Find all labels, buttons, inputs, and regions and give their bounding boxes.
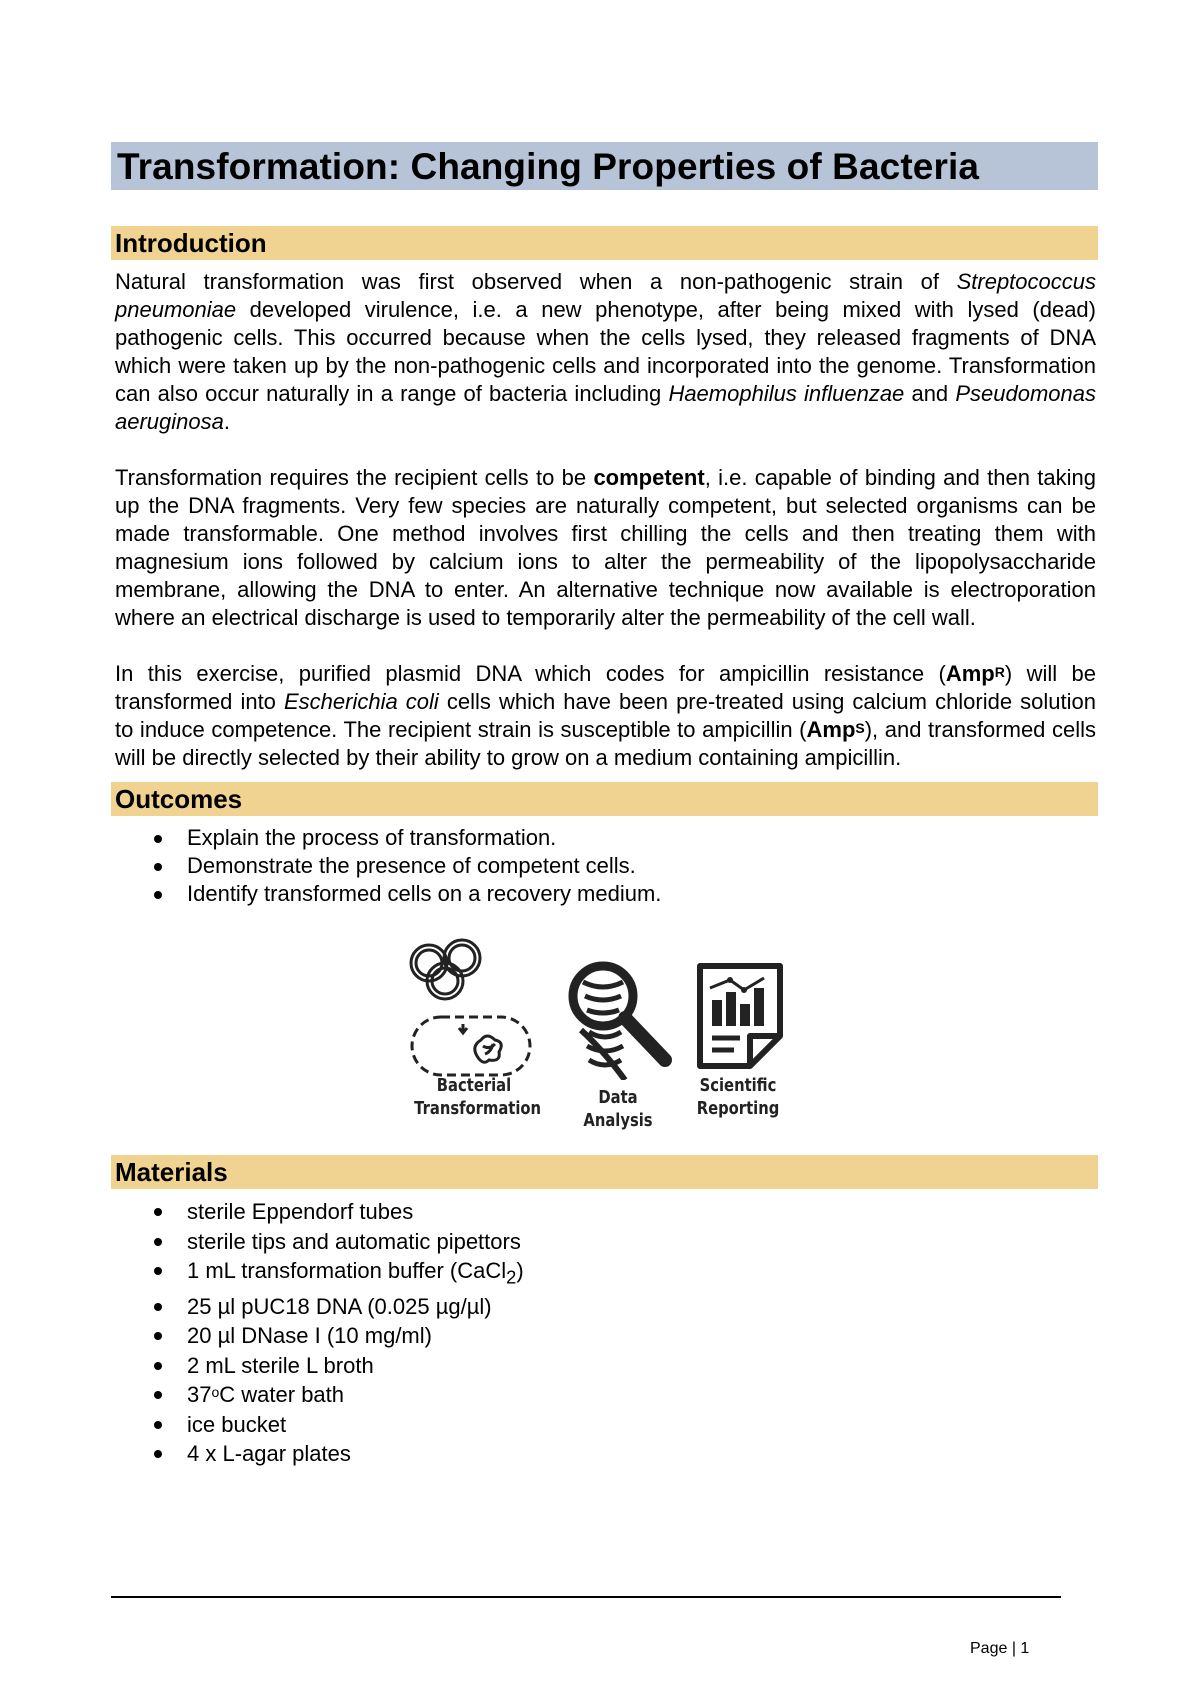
data-analysis-icon [561,960,676,1080]
data-analysis-label: Data Analysis [583,1087,653,1131]
outcome-item: Identify transformed cells on a recovery medium. [111,880,1098,908]
material-item: 4 x L-agar plates [111,1439,1098,1469]
intro-paragraph-3: In this exercise, purified plasmid DNA which codes for ampicillin resistance (Amp$^R$) will be transformed into Escherichia coli cells which have been pre-treated using calcium chloride solution to induce competence. The recipient strain is susceptible to ampicillin (Amp$^S$), and transformed cells will be directly selected by their ability to grow on a medium containing ampicillin. [115,661,1097,770]
material-item: ice bucket [111,1410,1098,1440]
outcomes-heading: Outcomes [111,782,1098,816]
outcome-item: Explain the process of transformation. [111,824,1098,852]
material-item: 20 µl DNase I (10 mg/ml) [111,1321,1098,1351]
bacterial-transformation-icon [405,938,545,1078]
material-item: 1 mL transformation buffer (CaCl$_2$) [111,1256,1098,1292]
footer-divider [111,1596,1061,1598]
outcomes-list [111,824,1098,908]
material-item: sterile Eppendorf tubes [111,1197,1098,1227]
introduction-heading: Introduction [111,226,1098,260]
page-number: Page | 1 [970,1640,1030,1657]
material-item: 37$^o$C water bath [111,1380,1098,1410]
materials-heading: Materials [111,1155,1098,1189]
materials-list [111,1197,1098,1469]
skills-icons [111,908,1098,1138]
intro-paragraph-1: Natural transformation was first observed when a non-pathogenic strain of Streptococcus pneumoniae developed virulence, i.e. a new phenotype, after being mixed with lysed (dead) pathogenic cells. This occurred because when the cells lysed, they released fragments of DNA which were taken up by the non-pathogenic cells and incorporated into the genome. Transformation can also occur naturally in a range of bacteria including Haemophilus influenzae and Pseudomonas aeruginosa. [115,269,1096,434]
document-title: Transformation: Changing Properties of Bacteria [111,142,1098,190]
document-page [111,142,1098,1469]
scientific-reporting-label: Scientific Reporting [696,1075,780,1119]
outcome-item: Demonstrate the presence of competent cells. [111,852,1098,880]
intro-paragraph-2: Transformation requires the recipient cells to be competent, i.e. capable of binding and then taking up the DNA fragments. Very few species are naturally competent, but selected organisms can be made transformable. One method involves first chilling the cells and then treating them with magnesium ions followed by calcium ions to alter the permeability of the lipopolysaccharide membrane, allowing the DNA to enter. An alternative technique now available is electroporation where an electrical discharge is used to temporarily alter the permeability of the cell wall. [115,465,1096,630]
material-item: 25 µl pUC18 DNA (0.025 µg/µl) [111,1292,1098,1322]
material-item: 2 mL sterile L broth [111,1351,1098,1381]
scientific-reporting-icon [694,960,786,1072]
material-item: sterile tips and automatic pipettors [111,1227,1098,1257]
bacterial-transformation-label: Bacterial Transformation [414,1075,542,1119]
